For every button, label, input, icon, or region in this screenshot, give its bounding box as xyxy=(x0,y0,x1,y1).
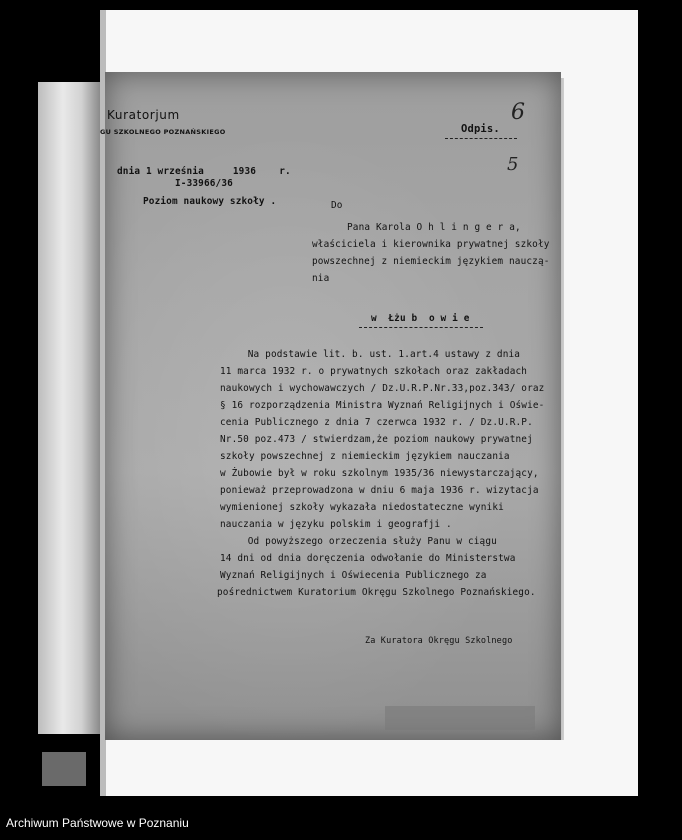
scanner-strip-foot xyxy=(42,752,86,786)
body-line: ponieważ przeprowadzona w dniu 6 maja 1936 r. wizytacja xyxy=(220,485,539,496)
body-line: wymienionej szkoły wykazała niedostateczne wyniki xyxy=(220,502,504,513)
body-line: Wyznań Religijnych i Oświecenia Publicznego za xyxy=(220,570,487,581)
copy-underline xyxy=(445,138,517,139)
date-line: dnia 1 września 1936 r. xyxy=(117,166,291,177)
body-line: 14 dni od dnia doręczenia odwołanie do Ministerstwa xyxy=(220,553,516,564)
body-line: nauczania w języku polskim i geografji . xyxy=(220,519,452,530)
signature-line: Za Kuratora Okręgu Szkolnego xyxy=(365,636,513,646)
addressee-place: w Łżu b o w i e xyxy=(371,313,470,324)
corner-mark-handwritten: 5 xyxy=(507,154,519,175)
reference-number: I-33966/36 xyxy=(175,178,233,189)
body-line: § 16 rozporządzenia Ministra Wyznań Religijnych i Oświe- xyxy=(220,400,545,411)
copy-label: Odpis. xyxy=(461,123,500,135)
body-line: naukowych i wychowawczych / Dz.U.R.P.Nr.33,poz.343/ oraz xyxy=(220,383,545,394)
subject-line: Poziom naukowy szkoły . xyxy=(143,196,277,207)
body-line: 11 marca 1932 r. o prywatnych szkołach oraz zakładach xyxy=(220,366,528,377)
dark-blotch xyxy=(385,706,535,730)
addressee-line-2: właściciela i kierownika prywatnej szkoły xyxy=(312,239,550,250)
body-line: w Żubowie był w roku szkolnym 1935/36 niewystarczający, xyxy=(220,468,539,479)
body-line: Nr.50 poz.473 / stwierdzam,że poziom naukowy prywatnej xyxy=(220,434,533,445)
body-line: szkoły powszechnej z niemieckim językiem nauczania xyxy=(220,451,510,462)
archive-footer: Archiwum Państwowe w Poznaniu xyxy=(6,816,189,830)
addressee-line-3: powszechnej z niemieckim językiem nauczą- xyxy=(312,256,550,267)
body-line: pośrednictwem Kuratorium Okręgu Szkolnego Poznańskiego. xyxy=(217,587,536,598)
addressee-line-1: Pana Karola O h l i n g e r a, xyxy=(347,222,521,233)
body-line: Od powyższego orzeczenia służy Panu w ciągu xyxy=(213,536,497,547)
body-line: Na podstawie lit. b. ust. 1.art.4 ustawy z dnia xyxy=(213,349,521,360)
page-number-handwritten: 6 xyxy=(511,100,525,125)
office-subtitle: GU SZKOLNEGO POZNAŃSKIEGO xyxy=(100,128,226,136)
body-line: cenia Publicznego z dnia 7 czerwca 1932 r. / Dz.U.R.P. xyxy=(220,417,533,428)
office-name: Kuratorjum xyxy=(107,108,180,122)
scanner-strip xyxy=(38,82,100,734)
place-underline xyxy=(359,327,483,328)
document-page xyxy=(100,72,561,740)
addressee-to: Do xyxy=(331,200,343,211)
addressee-line-4: nia xyxy=(312,273,330,284)
